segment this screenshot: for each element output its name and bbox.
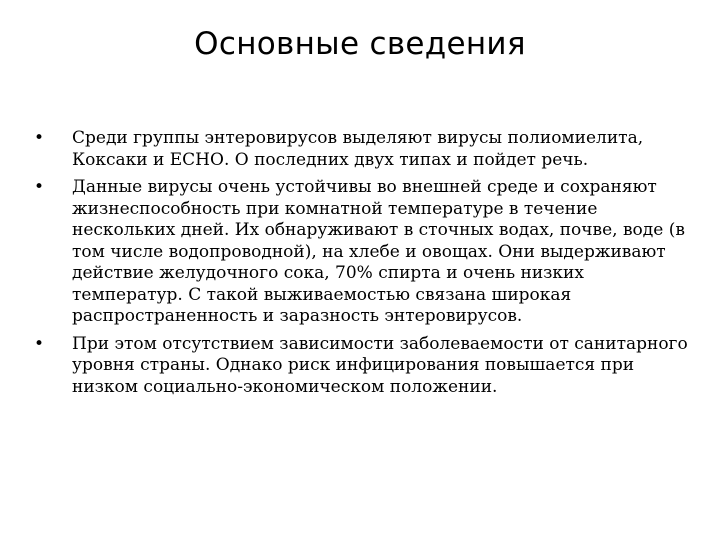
bullet-marker: • xyxy=(34,128,45,148)
bullet-marker: • xyxy=(34,333,45,354)
bullet-marker: • xyxy=(34,177,45,197)
bullet-text: Среди группы энтеровирусов выделяют вирусы полиомиелита, Коксаки и ЕСНО. О последних двух типах и пойдет речь. xyxy=(72,128,644,170)
bullet-item-2 xyxy=(34,177,694,328)
bullet-item-1 xyxy=(34,128,694,171)
bullet-text: Данные вирусы очень устойчивы во внешней среде и сохраняют жизнеспособность при комнатной температуре в течение нескольких дней. Их обнаруживают в сточных водах, почве, воде (в том числе водопроводной), на хлебе и овощах. Они выдерживают действие желудочного сока, 70% спирта и очень низких температур. С такой выживаемостью связана широкая распространенность и заразность энтеровирусов. xyxy=(72,177,685,326)
bullet-text: При этом отсутствием зависимости заболеваемости от санитарного уровня страны. Однако риск инфицирования повышается при низком социально-экономическом положении. xyxy=(72,333,688,397)
bullet-item-3 xyxy=(34,334,694,399)
bullet-list xyxy=(34,128,694,404)
slide-title: Основные сведения xyxy=(194,26,526,62)
